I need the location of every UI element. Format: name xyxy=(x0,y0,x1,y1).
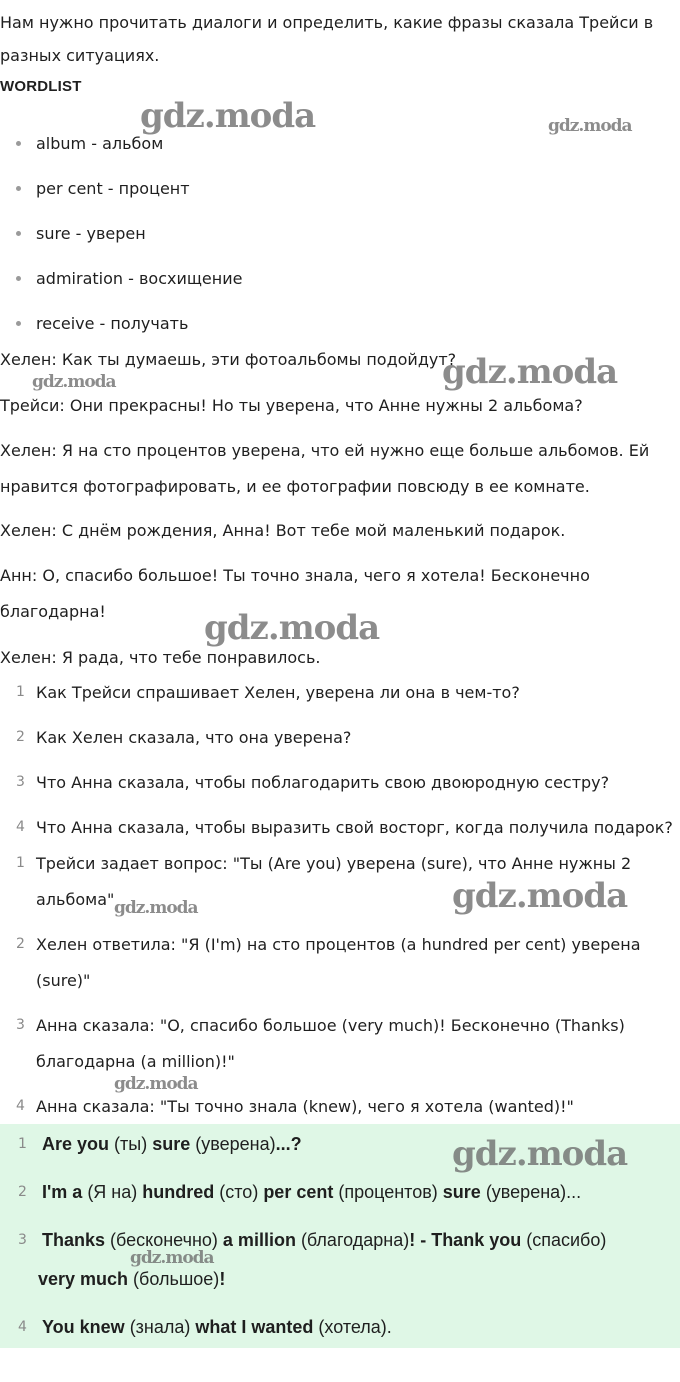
question-text: Что Анна сказала, чтобы поблагодарить свою двоюродную сестру? xyxy=(36,773,610,792)
wordlist-item xyxy=(36,179,190,198)
phrase-plain: (уверена) xyxy=(190,1134,276,1154)
watermark: gdz.moda xyxy=(548,116,632,136)
dialogue-line: Хелен: Я на сто процентов уверена, что ей нужно еще больше альбомов. Ей нравится фотографировать, и ее фотографии повсюду в ее комнате. xyxy=(0,441,650,496)
answer-text: Трейси задает вопрос: "Ты (Are you) уверена (sure), что Анне нужны 2 альбома" xyxy=(36,854,632,909)
phrase-bold: per cent xyxy=(263,1182,334,1202)
phrase-plain: (знала) xyxy=(124,1317,196,1337)
phrase-plain: (большое) xyxy=(128,1269,220,1289)
watermark: gdz.moda xyxy=(114,898,198,918)
phrase-bold: ...? xyxy=(275,1134,302,1154)
phrase-bold: I'm a xyxy=(42,1182,83,1202)
bullet-icon xyxy=(16,141,21,146)
phrase-bold: very much xyxy=(38,1269,129,1289)
phrase-number: 4 xyxy=(18,1319,27,1335)
wordlist-item xyxy=(36,134,163,153)
phrase-bold: Are you xyxy=(42,1134,110,1154)
bullet-icon xyxy=(16,186,21,191)
phrase-bold: ! - Thank you xyxy=(409,1230,522,1250)
wordlist-item-text: sure - уверен xyxy=(36,224,146,243)
answer-text: Анна сказала: "О, спасибо большое (very much)! Бесконечно (Thanks) благодарна (a million)!" xyxy=(36,1016,625,1071)
phrase-bold: You knew xyxy=(42,1317,125,1337)
phrase-bold: sure xyxy=(152,1134,191,1154)
phrase-bold: what I wanted xyxy=(195,1317,314,1337)
answer-number: 2 xyxy=(16,936,25,952)
phrase-number: 2 xyxy=(18,1184,27,1200)
bullet-icon xyxy=(16,321,21,326)
answer-number: 3 xyxy=(16,1017,25,1033)
question-text: Что Анна сказала, чтобы выразить свой восторг, когда получила подарок? xyxy=(36,818,673,837)
dialogue-line: Хелен: Я рада, что тебе понравилось. xyxy=(0,648,321,667)
watermark: gdz.moda xyxy=(204,608,380,648)
watermark: gdz.moda xyxy=(130,1248,214,1268)
phrase-bold: ! xyxy=(219,1269,226,1289)
question-text: Как Трейси спрашивает Хелен, уверена ли она в чем-то? xyxy=(36,683,520,702)
phrase-line xyxy=(42,1308,662,1346)
phrase-plain: (благодарна) xyxy=(295,1230,410,1250)
question-number: 3 xyxy=(16,774,25,790)
wordlist-item-text: receive - получать xyxy=(36,314,189,333)
wordlist-item-text: admiration - восхищение xyxy=(36,269,243,288)
phrase-plain: (спасибо) xyxy=(521,1230,607,1250)
intro-text: Нам нужно прочитать диалоги и определить, какие фразы сказала Трейси в разных ситуациях. xyxy=(0,13,654,65)
wordlist-item xyxy=(36,314,188,333)
phrase-plain: (процентов) xyxy=(333,1182,443,1202)
watermark: gdz.moda xyxy=(452,1134,628,1174)
answer-text: Анна сказала: "Ты точно знала (knew), чего я хотела (wanted)!" xyxy=(36,1097,574,1116)
bullet-icon xyxy=(16,231,21,236)
dialogue-line: Хелен: С днём рождения, Анна! Вот тебе мой маленький подарок. xyxy=(0,521,566,540)
answer-number: 4 xyxy=(16,1098,25,1114)
answer-text: Хелен ответила: "Я (I'm) на сто процентов (a hundred per cent) уверена (sure)" xyxy=(36,935,641,990)
watermark: gdz.moda xyxy=(114,1074,198,1094)
question-number: 4 xyxy=(16,819,25,835)
question-text: Как Хелен сказала, что она уверена? xyxy=(36,728,352,747)
watermark: gdz.moda xyxy=(140,96,316,136)
wordlist-item xyxy=(36,224,146,243)
phrase-plain: (хотела). xyxy=(313,1317,392,1337)
phrase-plain: (бесконечно) xyxy=(105,1230,223,1250)
phrase-plain: (сто) xyxy=(214,1182,264,1202)
dialogue-line: Хелен: Как ты думаешь, эти фотоальбомы подойдут? xyxy=(0,350,457,369)
phrase-number: 3 xyxy=(18,1232,27,1248)
question-number: 1 xyxy=(16,684,25,700)
bullet-icon xyxy=(16,276,21,281)
watermark: gdz.moda xyxy=(442,352,618,392)
question-number: 2 xyxy=(16,729,25,745)
watermark: gdz.moda xyxy=(452,876,628,916)
answer-number: 1 xyxy=(16,855,25,871)
phrase-number: 1 xyxy=(18,1136,27,1152)
watermark: gdz.moda xyxy=(32,372,116,392)
phrase-bold: sure xyxy=(442,1182,481,1202)
phrase-plain: (ты) xyxy=(109,1134,153,1154)
wordlist-item-text: album - альбом xyxy=(36,134,164,153)
phrase-bold: a million xyxy=(222,1230,296,1250)
wordlist-item-text: per cent - процент xyxy=(36,179,190,198)
phrase-line xyxy=(42,1173,662,1211)
wordlist-heading: WORDLIST xyxy=(0,78,82,95)
dialogue-line: Анн: О, спасибо большое! Ты точно знала, чего я хотела! Бесконечно благодарна! xyxy=(0,566,590,621)
dialogue-line: Трейси: Они прекрасны! Но ты уверена, что Анне нужны 2 альбома? xyxy=(0,396,583,415)
phrase-plain: (уверена)... xyxy=(480,1182,582,1202)
wordlist-item xyxy=(36,269,242,288)
phrase-bold: hundred xyxy=(142,1182,215,1202)
phrase-plain: (Я на) xyxy=(82,1182,143,1202)
phrase-bold: Thanks xyxy=(42,1230,106,1250)
